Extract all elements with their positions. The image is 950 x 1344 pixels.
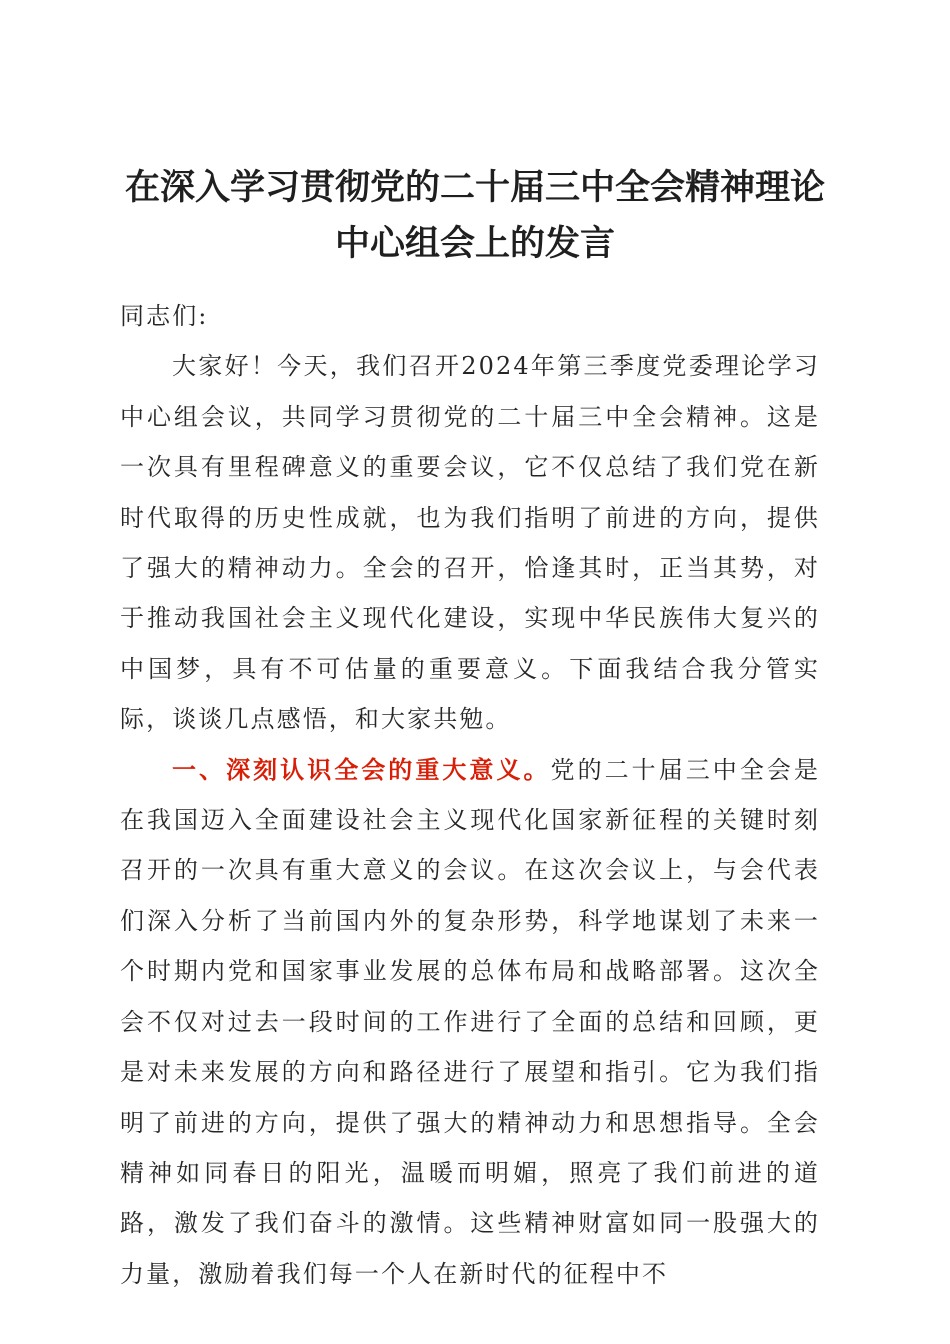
paragraph-section-1 (120, 745, 820, 1299)
title-line-1: 在深入学习贯彻党的二十届三中全会精神理论 (124, 168, 825, 208)
section-1-heading: 一、深刻认识全会的重大意义。 (172, 755, 551, 784)
document-body (120, 291, 820, 1299)
document-title (100, 160, 850, 272)
section-1-text: 党的二十届三中全会是在我国迈入全面建设社会主义现代化国家新征程的关键时刻召开的一次具有重大意义的会议。在这次会议上，与会代表们深入分析了当前国内外的复杂形势，科学地谋划了未来一个时期内党和国家事业发展的总体布局和战略部署。这次全会不仅对过去一段时间的工作进行了全面的总结和回顾，更是对未来发展的方向和路径进行了展望和指引。它为我们指明了前进的方向，提供了强大的精神动力和思想指导。全会精神如同春日的阳光，温暖而明媚，照亮了我们前进的道路，激发了我们奋斗的激情。这些精神财富如同一股强大的力量，激励着我们每一个人在新时代的征程中不 (120, 755, 820, 1288)
paragraph-intro: 大家好！今天，我们召开2024年第三季度党委理论学习中心组会议，共同学习贯彻党的二十届三中全会精神。这是一次具有里程碑意义的重要会议，它不仅总结了我们党在新时代取得的历史性成就，也为我们指明了前进的方向，提供了强大的精神动力。全会的召开，恰逢其时，正当其势，对于推动我国社会主义现代化建设，实现中华民族伟大复兴的中国梦，具有不可估量的重要意义。下面我结合我分管实际，谈谈几点感悟，和大家共勉。 (120, 352, 820, 734)
salutation: 同志们: (120, 302, 209, 330)
title-line-2: 中心组会上的发言 (334, 224, 615, 264)
